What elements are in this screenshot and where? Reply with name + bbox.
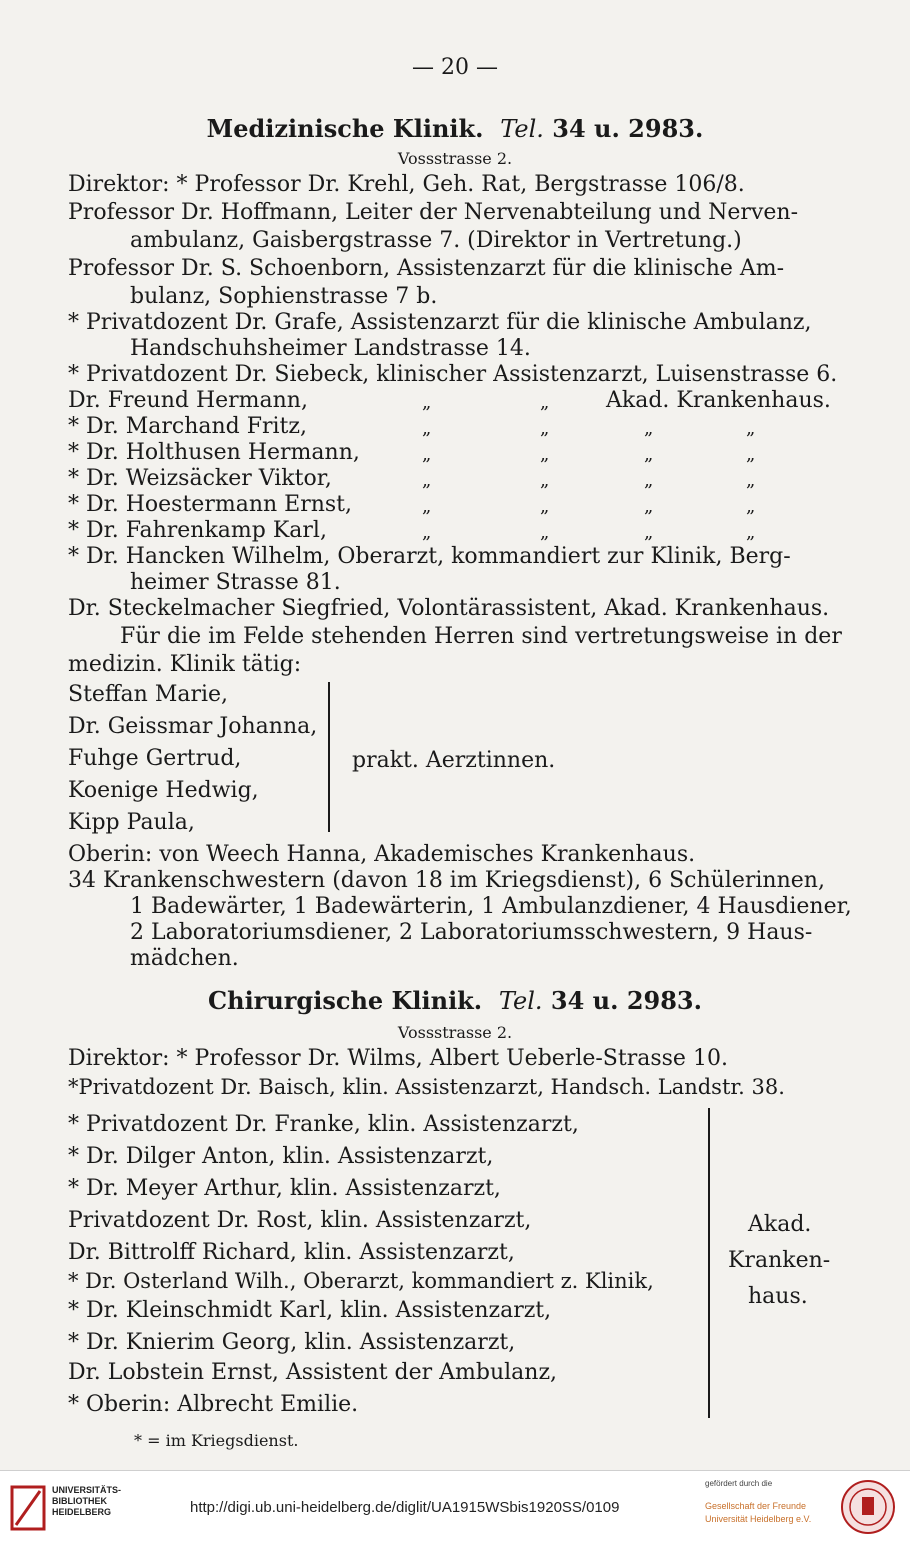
ditto-row-name: * Dr. Hoestermann Ernst, — [68, 492, 353, 517]
brace-label: Kranken- — [728, 1248, 831, 1273]
ditto-row-name: * Dr. Holthusen Hermann, — [68, 440, 360, 465]
ditto-mark: „ — [644, 496, 654, 517]
chir-staff: * Dr. Osterland Wilh., Oberarzt, kommandiert z. Klinik, — [68, 1269, 654, 1293]
footnote: * = im Kriegsdienst. — [134, 1431, 299, 1450]
med-line: Für die im Felde stehenden Herren sind vertretungsweise in der — [120, 624, 842, 649]
med-line: Handschuhsheimer Landstrasse 14. — [130, 336, 531, 361]
ditto-mark: „ — [746, 444, 756, 465]
chir-tel-label: Tel. — [498, 987, 543, 1015]
ditto-mark: „ — [540, 470, 550, 491]
chir-staff: * Dr. Meyer Arthur, klin. Assistenzarzt, — [68, 1176, 501, 1201]
ditto-row-name: Dr. Freund Hermann, — [68, 388, 308, 413]
med-line: 2 Laboratoriumsdiener, 2 Laboratoriumsschwestern, 9 Haus- — [130, 920, 813, 945]
chir-staff: Privatdozent Dr. Rost, klin. Assistenzarzt, — [68, 1208, 532, 1233]
aerztinnen-label: prakt. Aerztinnen. — [352, 748, 556, 773]
library-name — [52, 1485, 121, 1518]
chir-staff: * Oberin: Albrecht Emilie. — [68, 1392, 359, 1417]
med-line: 34 Krankenschwestern (davon 18 im Kriegsdienst), 6 Schülerinnen, — [68, 868, 825, 893]
med-line: 1 Badewärter, 1 Badewärterin, 1 Ambulanzdiener, 4 Hausdiener, — [130, 894, 852, 919]
ditto-mark: „ — [540, 496, 550, 517]
aerztin-name: Kipp Paula, — [68, 810, 195, 835]
sponsor-line: Universität Heidelberg e.V. — [705, 1514, 812, 1524]
med-heading — [0, 116, 910, 142]
brace — [708, 1108, 710, 1418]
ditto-mark: „ — [540, 444, 550, 465]
ditto-mark: „ — [540, 418, 550, 439]
med-line: Professor Dr. Hoffmann, Leiter der Nervenabteilung und Nerven- — [68, 200, 798, 225]
footer-bar — [0, 1470, 910, 1546]
ditto-mark: „ — [644, 470, 654, 491]
ditto-mark: „ — [746, 522, 756, 543]
ditto-mark: „ — [746, 418, 756, 439]
brace — [328, 682, 330, 832]
chir-heading — [0, 988, 910, 1014]
med-line: Dr. Steckelmacher Siegfried, Volontärassistent, Akad. Krankenhaus. — [68, 596, 830, 621]
ditto-row-name: * Dr. Weizsäcker Viktor, — [68, 466, 332, 491]
aerztin-name: Dr. Geissmar Johanna, — [68, 714, 318, 739]
library-line: BIBLIOTHEK — [52, 1496, 107, 1506]
chir-staff: Dr. Lobstein Ernst, Assistent der Ambulanz, — [68, 1360, 558, 1385]
med-line: * Privatdozent Dr. Grafe, Assistenzarzt für die klinische Ambulanz, — [68, 310, 812, 335]
chir-title: Chirurgische Klinik. — [208, 986, 483, 1015]
med-line: bulanz, Sophienstrasse 7 b. — [130, 284, 438, 309]
med-line: medizin. Klinik tätig: — [68, 652, 302, 677]
ditto-mark: „ — [746, 496, 756, 517]
ditto-row-name: * Dr. Marchand Fritz, — [68, 414, 307, 439]
med-line: mädchen. — [130, 946, 239, 971]
chir-address: Vossstrasse 2. — [397, 1023, 513, 1042]
page-number: — 20 — — [412, 55, 498, 80]
ditto-mark: „ — [644, 522, 654, 543]
med-line: ambulanz, Gaisbergstrasse 7. (Direktor in Vertretung.) — [130, 228, 742, 253]
aerztin-name: Koenige Hedwig, — [68, 778, 259, 803]
ditto-row-name: * Dr. Fahrenkamp Karl, — [68, 518, 327, 543]
chir-tel-number: 34 u. 2983. — [550, 986, 702, 1015]
med-address: Vossstrasse 2. — [397, 149, 513, 168]
chir-baisch: *Privatdozent Dr. Baisch, klin. Assistenzarzt, Handsch. Landstr. 38. — [68, 1075, 785, 1099]
university-seal-icon — [840, 1479, 896, 1535]
permalink-url[interactable]: http://digi.ub.uni-heidelberg.de/diglit/UA1915WSbis1920SS/0109 — [190, 1499, 620, 1516]
ditto-mark: „ — [422, 392, 432, 413]
ditto-mark: „ — [422, 496, 432, 517]
chir-staff: * Dr. Dilger Anton, klin. Assistenzarzt, — [68, 1144, 494, 1169]
chir-staff: Dr. Bittrolff Richard, klin. Assistenzarzt, — [68, 1240, 515, 1265]
med-line: * Privatdozent Dr. Siebeck, klinischer Assistenzarzt, Luisenstrasse 6. — [68, 362, 838, 387]
med-line: heimer Strasse 81. — [130, 570, 341, 595]
med-line: Direktor: * Professor Dr. Krehl, Geh. Rat, Bergstrasse 106/8. — [68, 172, 745, 197]
aerztin-name: Steffan Marie, — [68, 682, 229, 707]
chir-director: Direktor: * Professor Dr. Wilms, Albert Ueberle-Strasse 10. — [68, 1046, 728, 1071]
ditto-row-tail: Akad. Krankenhaus. — [606, 388, 831, 413]
med-line: * Dr. Hancken Wilhelm, Oberarzt, kommandiert zur Klinik, Berg- — [68, 544, 791, 569]
ditto-mark: „ — [422, 418, 432, 439]
chir-staff: * Dr. Knierim Georg, klin. Assistenzarzt, — [68, 1330, 516, 1355]
med-tel-number: 34 u. 2983. — [552, 114, 704, 143]
sponsor-line: Gesellschaft der Freunde — [705, 1501, 807, 1511]
ditto-mark: „ — [644, 418, 654, 439]
aerztin-name: Fuhge Gertrud, — [68, 746, 242, 771]
ditto-mark: „ — [422, 522, 432, 543]
ditto-mark: „ — [422, 470, 432, 491]
library-line: UNIVERSITÄTS- — [52, 1485, 122, 1495]
brace-label: Akad. — [748, 1212, 812, 1237]
med-line: Oberin: von Weech Hanna, Akademisches Krankenhaus. — [68, 842, 696, 867]
ditto-mark: „ — [540, 522, 550, 543]
brace-label: haus. — [748, 1284, 808, 1309]
library-logo-icon — [10, 1485, 46, 1531]
chir-staff: * Privatdozent Dr. Franke, klin. Assistenzarzt, — [68, 1112, 579, 1137]
med-title: Medizinische Klinik. — [206, 114, 484, 143]
ditto-mark: „ — [746, 470, 756, 491]
ditto-mark: „ — [644, 444, 654, 465]
med-tel-label: Tel. — [500, 115, 544, 143]
ditto-mark: „ — [422, 444, 432, 465]
med-line: Professor Dr. S. Schoenborn, Assistenzarzt für die klinische Am- — [68, 256, 785, 281]
ditto-mark: „ — [540, 392, 550, 413]
library-line: HEIDELBERG — [52, 1507, 112, 1517]
chir-staff: * Dr. Kleinschmidt Karl, klin. Assistenzarzt, — [68, 1298, 552, 1323]
sponsor-top: gefördert durch die — [705, 1479, 773, 1488]
